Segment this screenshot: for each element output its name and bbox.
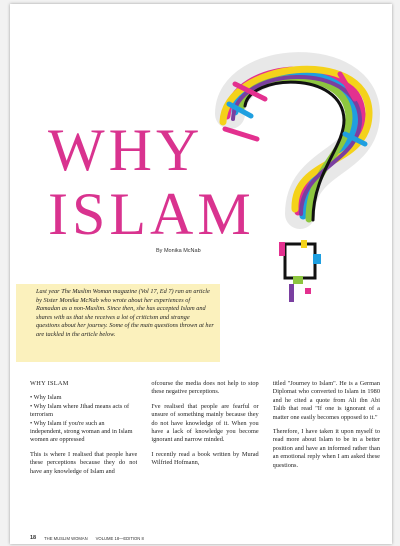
page-number: 18 xyxy=(30,535,37,541)
magazine-name: THE MUSLIM WOMAN xyxy=(44,535,88,541)
question-list xyxy=(30,394,137,444)
section-heading: WHY ISLAM xyxy=(30,380,69,387)
title-line-2: ISLAM xyxy=(48,181,255,247)
issue-label: VOLUME 18—EDITION 8 xyxy=(95,535,144,541)
paragraph: I recently read a book written by Murad Wilfried Hofmann, xyxy=(151,450,259,467)
author-byline: By Monika McNab xyxy=(156,248,201,254)
article-column-3 xyxy=(273,380,380,532)
article-column-2 xyxy=(151,380,258,532)
list-item: • Why Islam if you're such an independent, strong woman and in Islam women are oppressed xyxy=(30,420,137,445)
question-mark-illustration xyxy=(205,44,385,314)
title-line-1: WHY xyxy=(48,117,204,183)
article-body xyxy=(30,380,380,532)
paragraph: This is where I realised that people have these perceptions because they do not have any knowledge of Islam and xyxy=(30,450,138,475)
page-footer xyxy=(30,535,144,541)
intro-box: Last year The Muslim Woman magazine (Vol 17, Ed 7) ran an article by Sister Monika McNab who wrote about her experiences of Ramadan as a non-Muslim. Since then, she has accepted Islam and shares with us that she receives a lot of criticism and strange questions about her journey. Some of the main questions thrown at her are tackled in the article below. xyxy=(16,284,220,362)
paragraph: I've realised that people are fearful or unsure of something mainly because they do not have knowledge of it. When you have a lack of knowledge you become ignorant and narrow minded. xyxy=(151,402,259,444)
list-item: • Why Islam xyxy=(30,394,137,402)
list-item: • Why Islam where Jihad means acts of terrorism xyxy=(30,403,137,420)
paragraph: ofcourse the media does not help to stop these negative perceptions. xyxy=(151,380,259,396)
paragraph: titled "Journey to Islam". He is a German Diplomat who converted to Islam in 1980 and he cited a quote from Ali ibn Abi Talib that read "If one is ignorant of a matter one easily becomes opposed to it." xyxy=(272,380,380,421)
article-column-1 xyxy=(30,380,137,532)
magazine-page xyxy=(10,4,392,544)
paragraph: Therefore, I have taken it upon myself to read more about Islam to be in a better position and have an informed rather than an emotional reply when I am asked these questions. xyxy=(272,428,380,469)
